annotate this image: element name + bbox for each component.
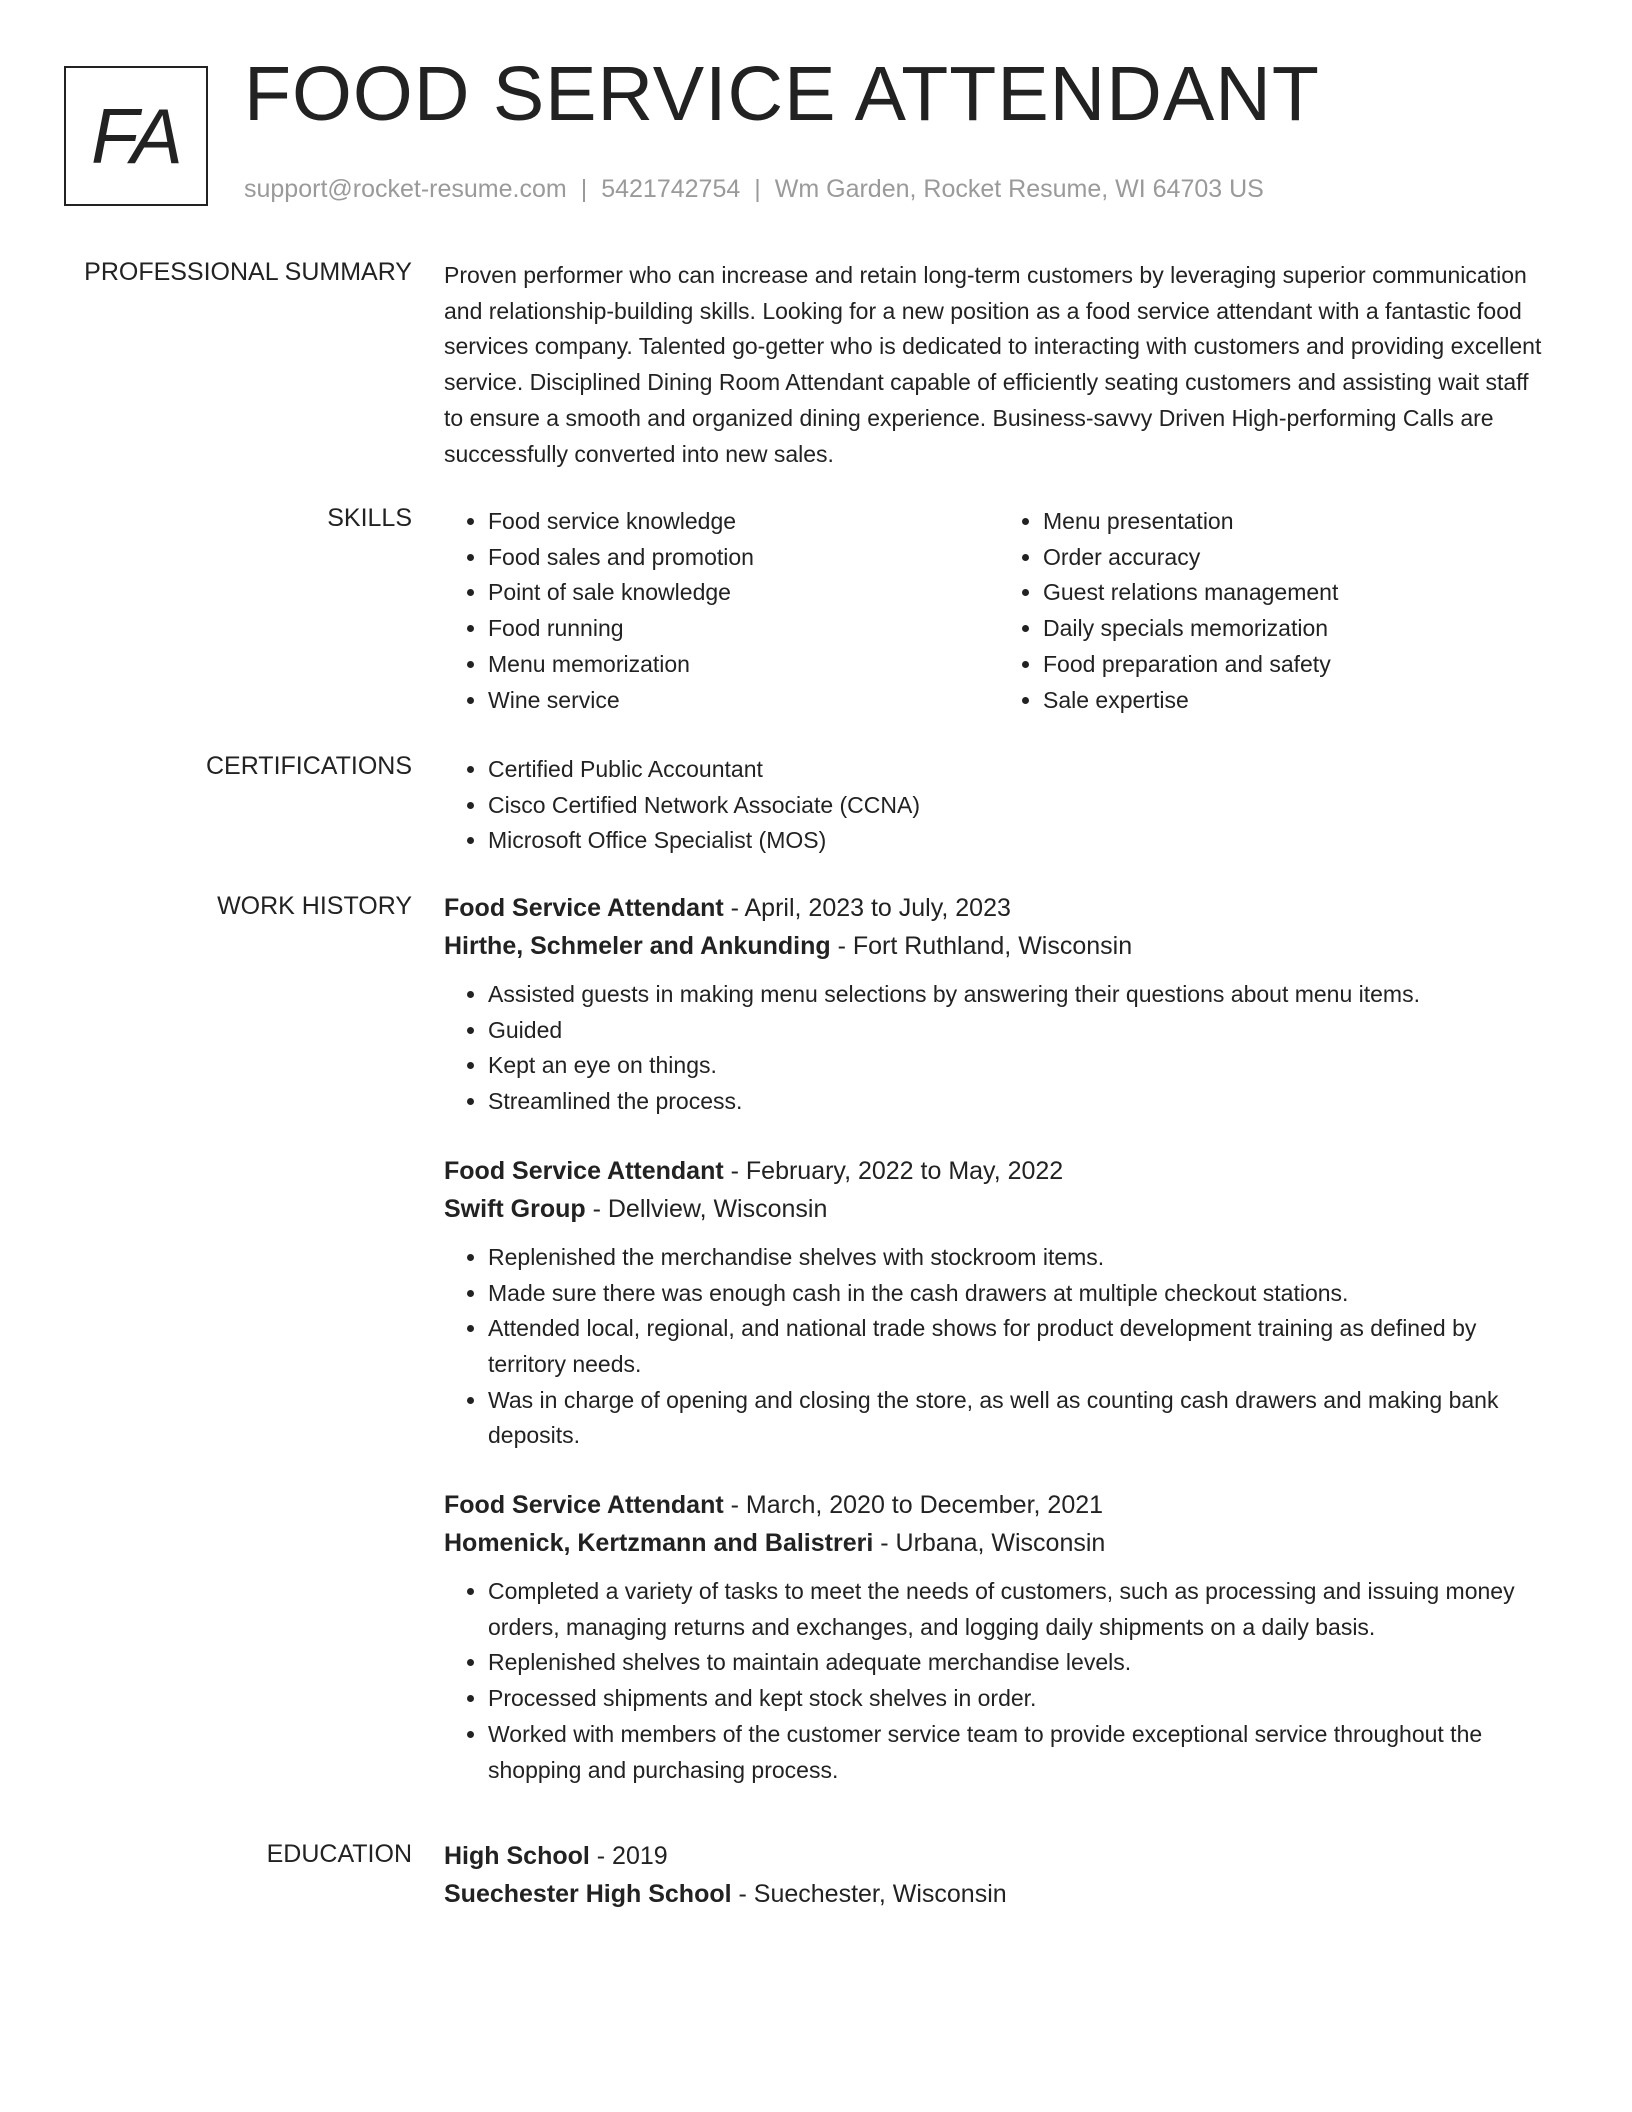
job-location: - Fort Ruthland, Wisconsin <box>830 932 1133 960</box>
skills-heading: SKILLS <box>327 504 412 532</box>
job-company: Hirthe, Schmeler and Ankunding <box>444 932 831 960</box>
education-location: - Suechester, Wisconsin <box>731 1880 1007 1908</box>
skill-item: • Menu presentation <box>1043 504 1554 540</box>
job-bullet: • Attended local, regional, and national trade shows for product development training as defined by territory needs. <box>488 1311 1554 1382</box>
job-bullet: • Was in charge of opening and closing the store, as well as counting cash drawers and making bank deposits. <box>488 1383 1554 1454</box>
education-year: - 2019 <box>589 1842 668 1870</box>
job-bullets <box>444 1240 1554 1454</box>
job-dates: - February, 2022 to May, 2022 <box>723 1156 1064 1185</box>
work-history-heading: WORK HISTORY <box>217 892 412 920</box>
skills-column-right <box>999 504 1554 718</box>
job-entry <box>444 1152 1554 1454</box>
job-title: Food Service Attendant <box>444 1156 724 1185</box>
job-bullet: • Guided <box>488 1013 1554 1049</box>
job-company-line <box>444 927 1554 965</box>
skill-item: • Wine service <box>488 683 999 719</box>
job-location: - Urbana, Wisconsin <box>873 1529 1106 1558</box>
contact-address: Wm Garden, Rocket Resume, WI 64703 US <box>774 175 1264 203</box>
page-title: FOOD SERVICE ATTENDANT <box>244 51 1320 137</box>
skill-item: • Food preparation and safety <box>1043 647 1554 683</box>
education-school-line <box>444 1875 1554 1913</box>
job-bullet: • Worked with members of the customer service team to provide exceptional service throughout the shopping and purchasing process. <box>488 1717 1554 1788</box>
summary-heading: PROFESSIONAL SUMMARY <box>84 258 412 286</box>
skills-column-left <box>444 504 999 718</box>
certifications-list <box>444 752 1554 859</box>
certification-item: • Microsoft Office Specialist (MOS) <box>488 823 1554 859</box>
job-bullet: • Streamlined the process. <box>488 1084 1554 1120</box>
contact-separator: | <box>754 175 761 203</box>
job-title-line <box>444 1152 1554 1190</box>
contact-phone[interactable]: 5421742754 <box>601 175 741 203</box>
work-history-list <box>444 889 1554 1820</box>
skill-item: • Food sales and promotion <box>488 540 999 576</box>
job-title: Food Service Attendant <box>444 894 724 922</box>
contact-line <box>244 175 1264 204</box>
skill-item: • Menu memorization <box>488 647 999 683</box>
job-bullet: • Completed a variety of tasks to meet the needs of customers, such as processing and issuing money orders, managing returns and exchanges, and logging daily shipments on a daily basis. <box>488 1574 1554 1645</box>
job-company: Homenick, Kertzmann and Balistreri <box>444 1529 874 1558</box>
skill-item: • Point of sale knowledge <box>488 575 999 611</box>
monogram-logo: FA <box>64 66 208 206</box>
job-dates: - March, 2020 to December, 2021 <box>723 1491 1104 1520</box>
job-bullet: • Assisted guests in making menu selections by answering their questions about menu items. <box>488 977 1554 1013</box>
certification-item: • Certified Public Accountant <box>488 752 1554 788</box>
job-bullets <box>444 977 1554 1120</box>
job-bullet: • Kept an eye on things. <box>488 1048 1554 1084</box>
job-company-line <box>444 1524 1554 1562</box>
skill-item: • Food running <box>488 611 999 647</box>
job-bullets <box>444 1574 1554 1788</box>
education-degree: High School <box>444 1842 590 1870</box>
job-entry <box>444 1486 1554 1788</box>
education-school: Suechester High School <box>444 1880 732 1908</box>
education-heading: EDUCATION <box>266 1840 412 1868</box>
contact-separator: | <box>580 175 588 203</box>
skills-list <box>444 504 1554 718</box>
certification-item: • Cisco Certified Network Associate (CCNA) <box>488 788 1554 824</box>
job-bullet: • Processed shipments and kept stock shelves in order. <box>488 1681 1554 1717</box>
skill-item: • Order accuracy <box>1043 540 1554 576</box>
summary-text: Proven performer who can increase and retain long-term customers by leveraging superior communication and relationship-building skills. Looking for a new position as a food service attendant with a fantastic food services company. Talented go-getter who is dedicated to interacting with customers and providing excellent service. Disciplined Dining Room Attendant capable of efficiently seating customers and assisting wait staff to ensure a smooth and organized dining experience. Business-savvy Driven High-performing Calls are successfully converted into new sales. <box>444 262 1542 467</box>
job-dates: - April, 2023 to July, 2023 <box>723 894 1011 922</box>
skill-item: • Sale expertise <box>1043 683 1554 719</box>
job-bullet: • Replenished the merchandise shelves with stockroom items. <box>488 1240 1554 1276</box>
education-entry <box>444 1837 1554 1913</box>
job-title-line <box>444 889 1554 927</box>
job-company-line <box>444 1190 1554 1228</box>
job-bullet: • Replenished shelves to maintain adequate merchandise levels. <box>488 1645 1554 1681</box>
certifications-heading: CERTIFICATIONS <box>205 752 412 780</box>
skill-item: • Daily specials memorization <box>1043 611 1554 647</box>
contact-email[interactable]: support@rocket-resume.com <box>244 175 567 203</box>
education-degree-line <box>444 1837 1554 1875</box>
skill-item: • Food service knowledge <box>488 504 999 540</box>
job-bullet: • Made sure there was enough cash in the cash drawers at multiple checkout stations. <box>488 1276 1554 1312</box>
job-company: Swift Group <box>444 1194 586 1223</box>
job-title: Food Service Attendant <box>444 1491 724 1520</box>
job-entry <box>444 889 1554 1120</box>
job-location: - Dellview, Wisconsin <box>585 1194 828 1223</box>
job-title-line <box>444 1486 1554 1524</box>
skill-item: • Guest relations management <box>1043 575 1554 611</box>
